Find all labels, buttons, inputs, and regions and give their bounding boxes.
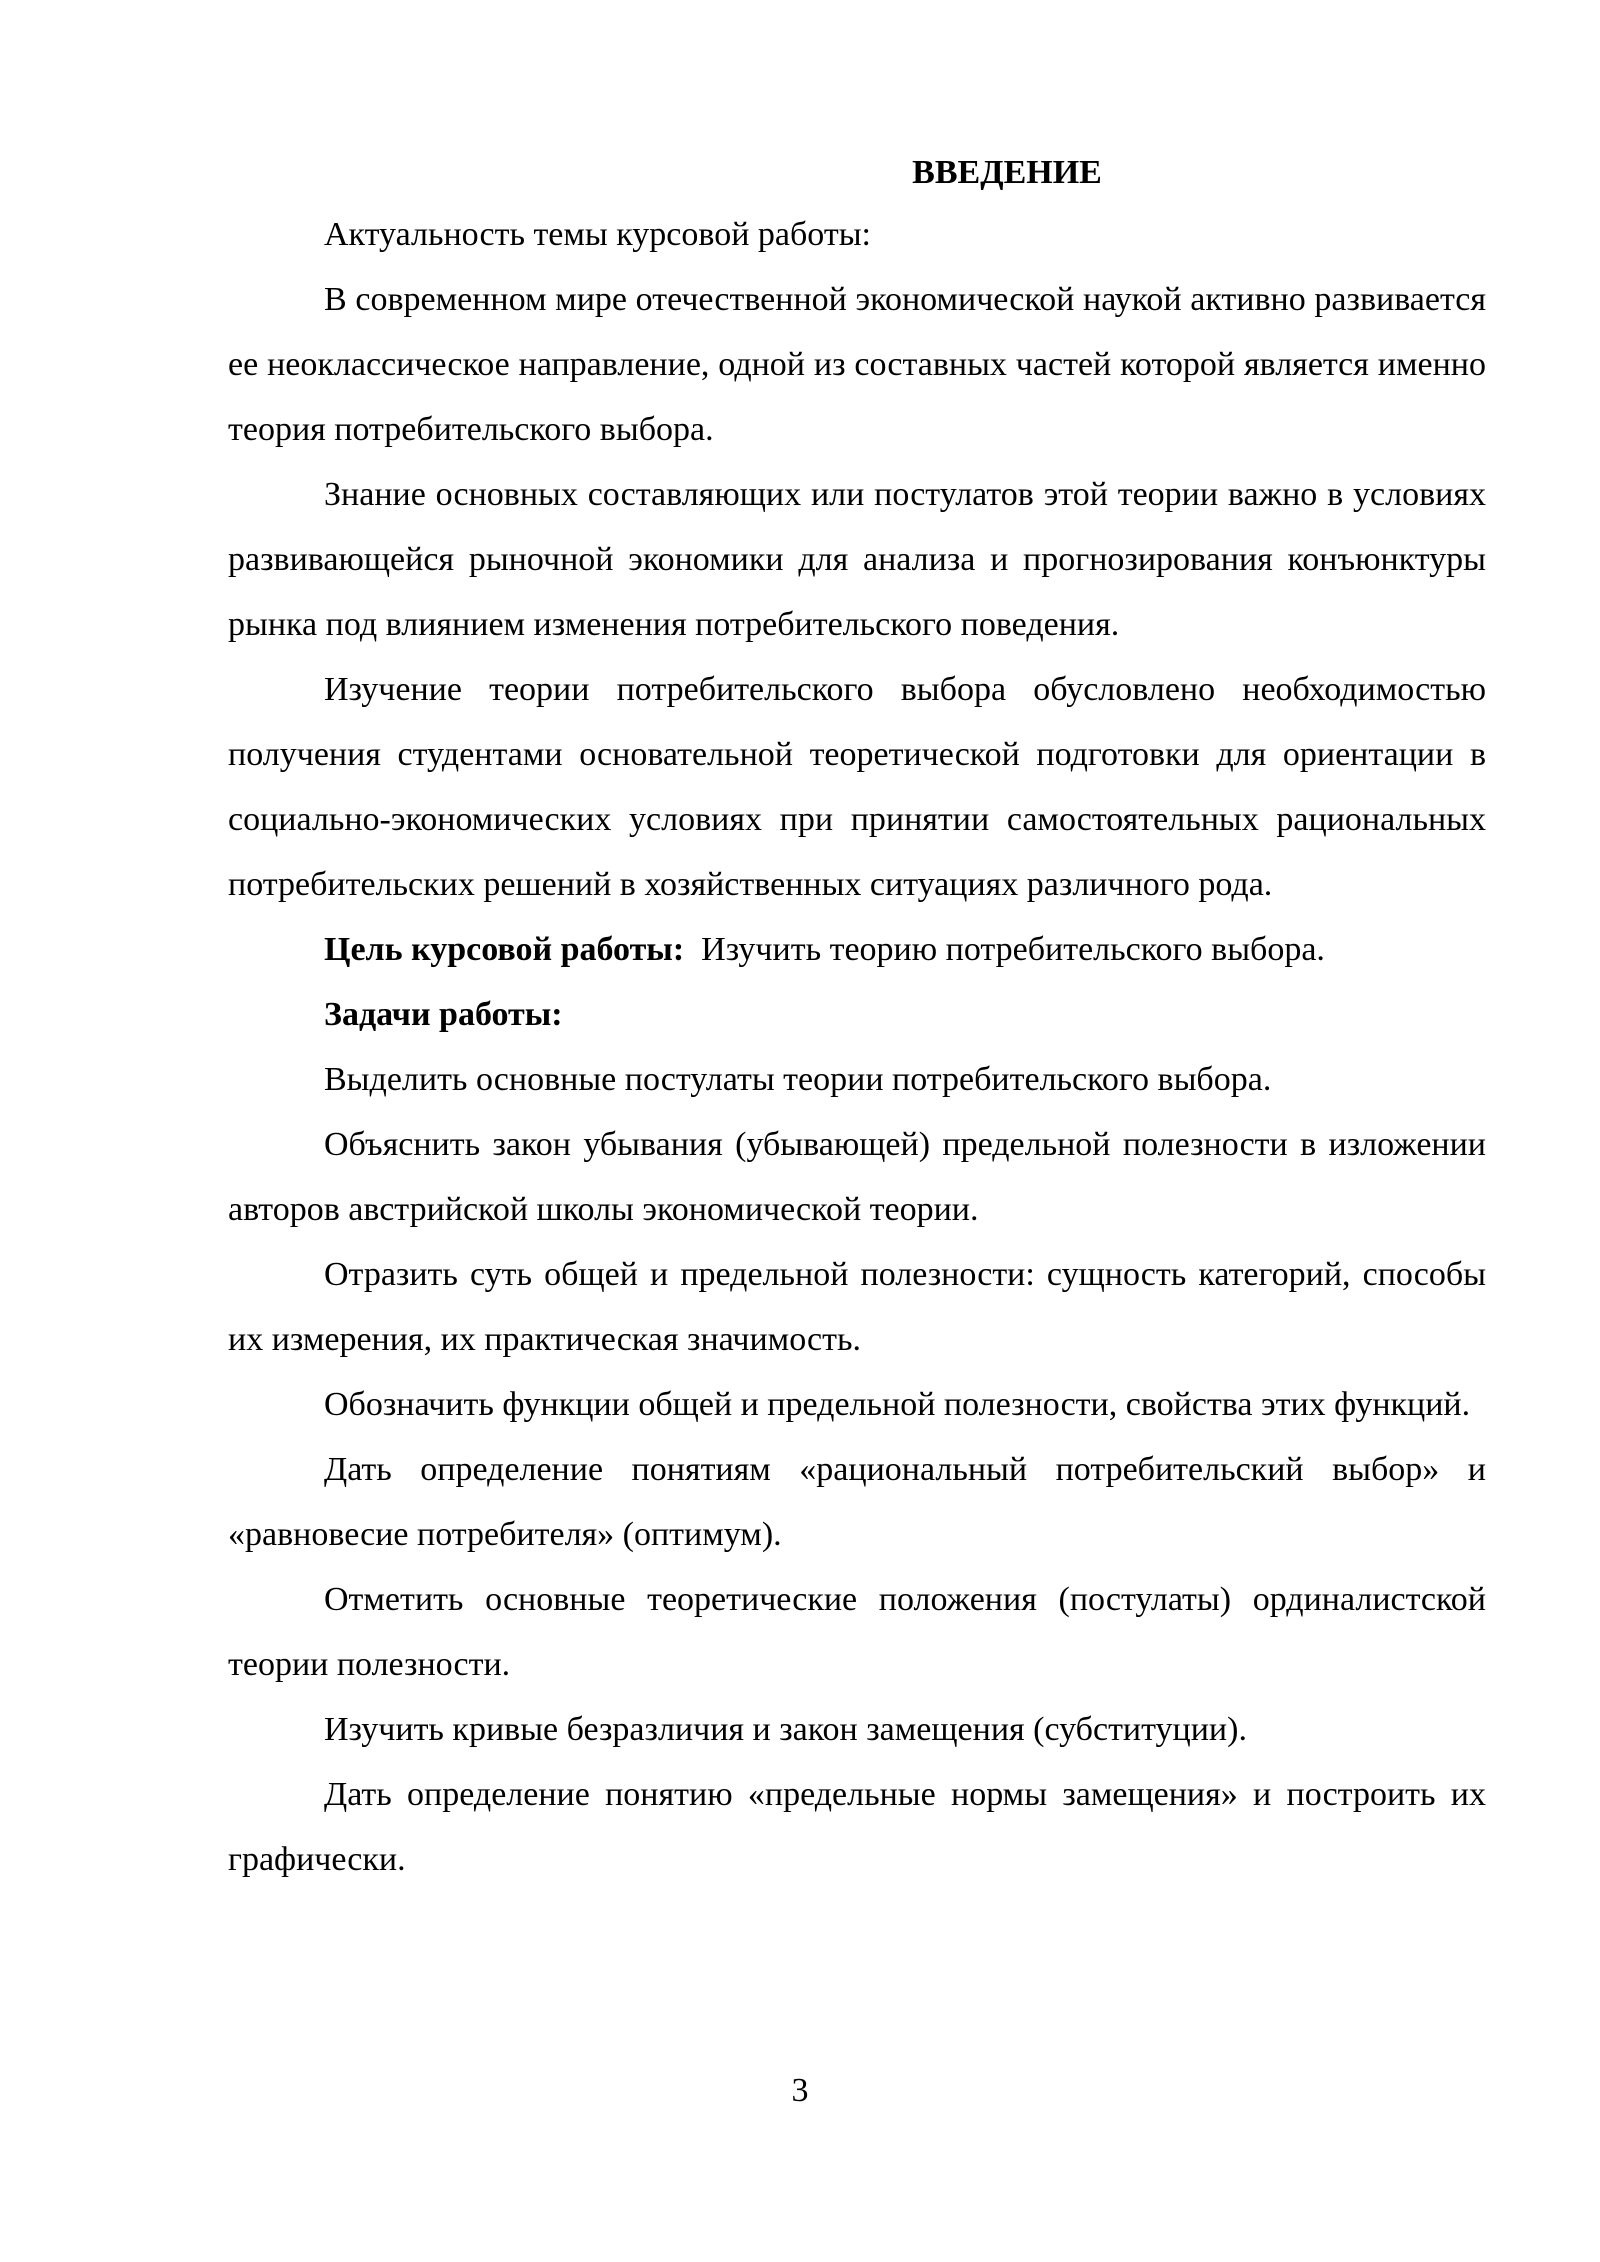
goal-label: Цель курсовой работы: [324, 931, 685, 968]
task-item: Объяснить закон убывания (убывающей) предельной полезности в изложении авторов австрийской школы экономической теории. [228, 1126, 1486, 1228]
task-item: Дать определение понятию «предельные нормы замещения» и построить их графически. [228, 1776, 1486, 1878]
task-item: Дать определение понятиям «рациональный потребительский выбор» и «равновесие потребителя» (оптимум). [228, 1451, 1486, 1553]
task-item: Отметить основные теоретические положения (постулаты) ординалистской теории полезности. [228, 1581, 1486, 1683]
page-content [228, 146, 1486, 1892]
paragraph-relevance-3: Изучение теории потребительского выбора обусловлено необходимостью получения студентами основательной теоретической подготовки для ориентации в социально-экономических условиях при принятии самостоятельных рациональных потребительских решений в хозяйственных ситуациях различного рода. [228, 671, 1486, 903]
section-title: ВВЕДЕНИЕ [912, 154, 1102, 191]
task-item: Обозначить функции общей и предельной полезности, свойства этих функций. [324, 1386, 1471, 1423]
paragraph-relevance-heading: Актуальность темы курсовой работы: [324, 216, 871, 253]
goal-text: Изучить теорию потребительского выбора. [701, 931, 1325, 968]
task-item: Выделить основные постулаты теории потребительского выбора. [324, 1061, 1272, 1098]
goal-paragraph [228, 917, 1486, 982]
paragraph-relevance-1: В современном мире отечественной экономической наукой активно развивается ее неоклассическое направление, одной из составных частей которой является именно теория потребительского выбора. [228, 281, 1486, 448]
task-item: Отразить суть общей и предельной полезности: сущность категорий, способы их измерения, их практическая значимость. [228, 1256, 1486, 1358]
tasks-heading: Задачи работы: [324, 996, 563, 1033]
paragraph-relevance-2: Знание основных составляющих или постулатов этой теории важно в условиях развивающейся рыночной экономики для анализа и прогнозирования конъюнктуры рынка под влиянием изменения потребительского поведения. [228, 476, 1486, 643]
task-item: Изучить кривые безразличия и закон замещения (субституции). [324, 1711, 1247, 1748]
page-number: 3 [791, 2072, 809, 2109]
